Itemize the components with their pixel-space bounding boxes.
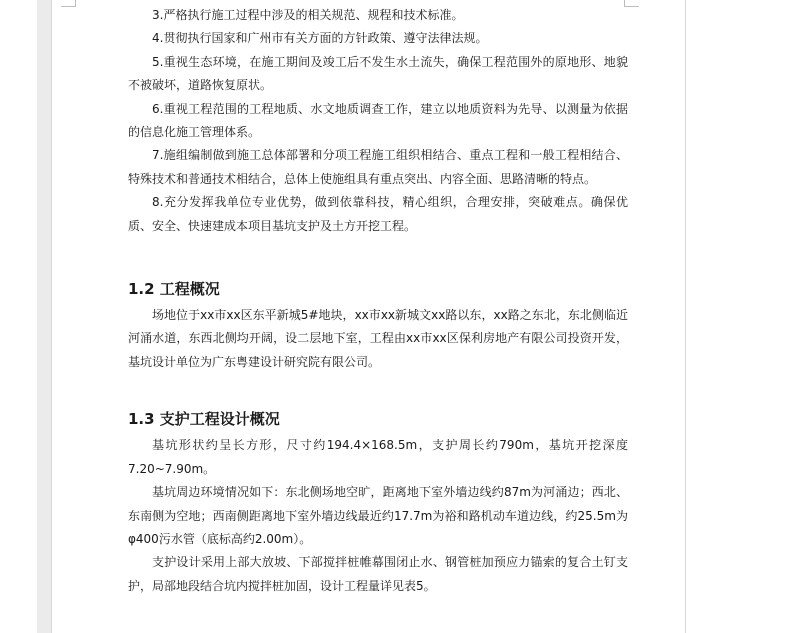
spacer: [128, 374, 628, 404]
paragraph: 基坑形状约呈长方形，尺寸约194.4×168.5m，支护周长约790m，基坑开挖深度7.20~7.90m。: [128, 438, 628, 476]
paragraph: 支护设计采用上部大放坡、下部搅拌桩帷幕围闭止水、钢管桩加预应力锚索的复合土钉支护，局部地段结合坑内搅拌桩加固，设计工程量详见表5。: [128, 555, 628, 593]
left-gutter: [0, 0, 37, 633]
paragraph: 4.贯彻执行国家和广州市有关方面的方针政策、遵守法律法规。: [152, 31, 488, 46]
page-content: [128, 4, 628, 598]
paragraph: 7.施组编制做到施工总体部署和分项工程施工组织相结合、重点工程和一般工程相结合、特殊技术和普通技术相结合，总体上使施组具有重点突出、内容全面、思路清晰的特点。: [128, 148, 628, 186]
paragraph: 3.严格执行施工过程中涉及的相关规范、规程和技术标准。: [152, 8, 464, 22]
section-heading-1-2: 1.2 工程概况: [128, 280, 220, 299]
paragraph: 5.重视生态环境，在施工期间及竣工后不发生水土流失，确保工程范围外的原地形、地貌不被破坏，道路恢复原状。: [128, 54, 628, 93]
paragraph: 8.充分发挥我单位专业优势，做到依靠科技，精心组织，合理安排，突破难点。确保优质、安全、快速建成本项目基坑支护及土方开挖工程。: [128, 195, 628, 233]
margin-corner-mark-left: [61, 0, 76, 7]
paragraph: 场地位于xx市xx区东平新城5#地块，xx市xx新城文xx路以东，xx路之东北，东北侧临近河涌水道，东西北侧均开阔，设二层地下室，工程由xx市xx区保利房地产有限公司投资开发，基坑设计单位为广东粤建设计研究院有限公司。: [128, 308, 628, 369]
paragraph: 6.重视工程范围的工程地质、水文地质调查工作，建立以地质资料为先导、以测量为依据的信息化施工管理体系。: [128, 101, 628, 140]
spacer: [128, 238, 628, 274]
section-heading-1-3: 1.3 支护工程设计概况: [128, 410, 280, 429]
right-panel: [686, 0, 802, 633]
paragraph: 基坑周边环境情况如下：东北侧场地空旷，距离地下室外墙边线约87m为河涌边；西北、东南侧为空地；西南侧距离地下室外墙边线最近约17.7m为裕和路机动车道边线，约25.5m为φ400污水管（底标高约2.00m）。: [128, 485, 628, 546]
